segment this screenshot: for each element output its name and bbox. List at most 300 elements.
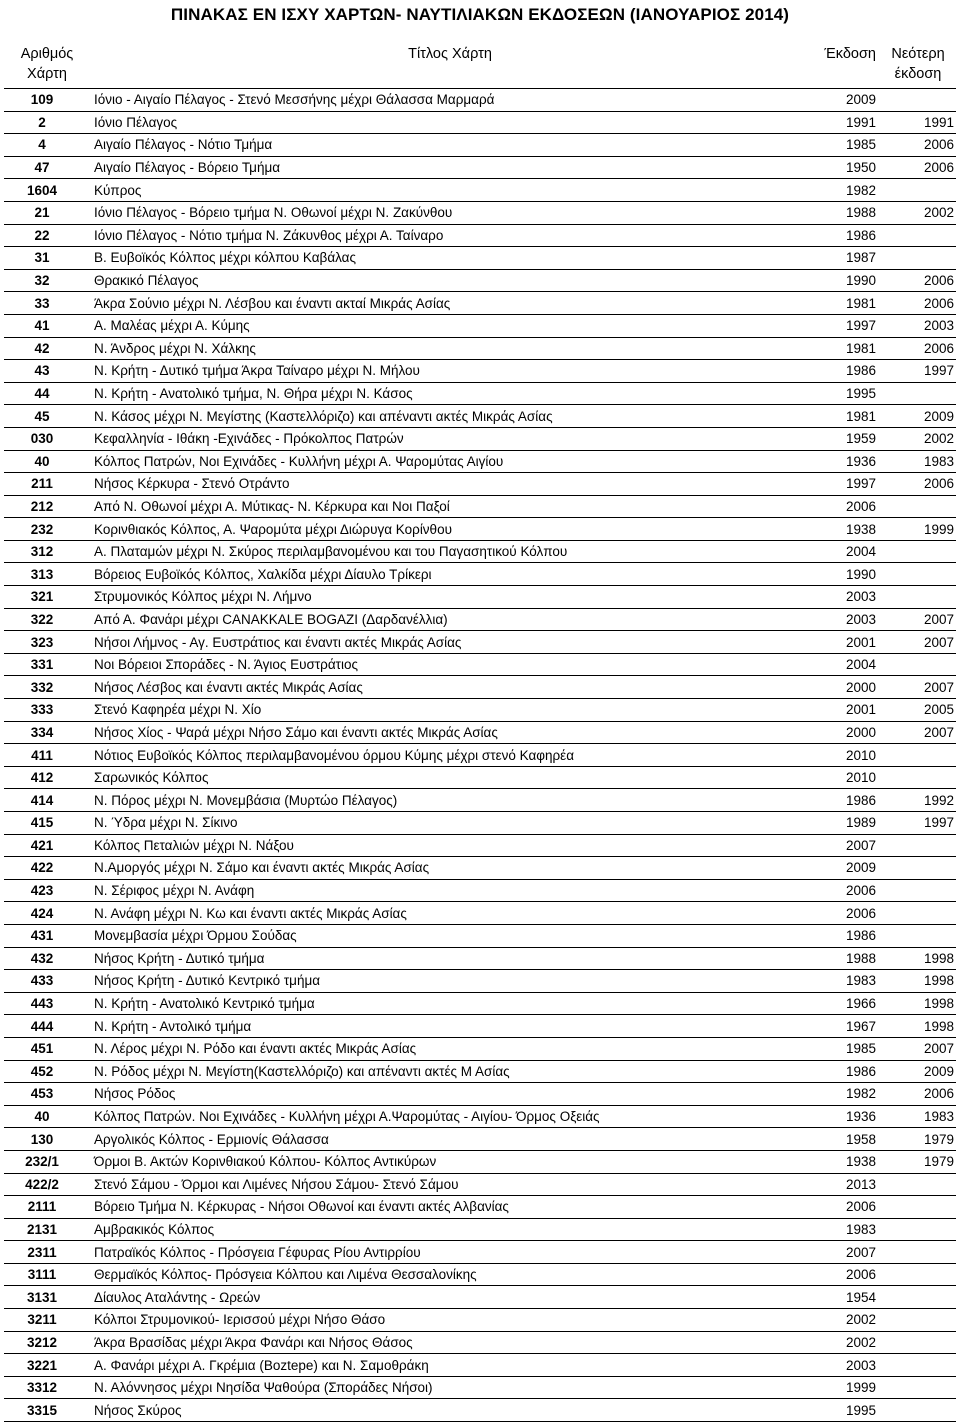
chart-title-cell: Α. Φανάρι μέχρι Α. Γκρέμια (Boztepe) και Ν. Σαμοθράκη (90, 1354, 810, 1377)
table-row (4, 766, 956, 789)
table-row (4, 1309, 956, 1332)
chart-title-cell: Ν. Κρήτη - Αντολικό τμήμα (90, 1015, 810, 1038)
chart-title-cell: Θρακικό Πέλαγος (90, 269, 810, 292)
chart-title-cell: Νήσος Ρόδος (90, 1083, 810, 1106)
chart-number-cell: 1604 (4, 179, 90, 202)
edition-cell: 2003 (810, 608, 880, 631)
table-row (4, 495, 956, 518)
chart-title-cell: Κόλποι Στρυμονικού- Ιερισσού μέχρι Νήσο Θάσο (90, 1309, 810, 1332)
edition-cell: 1986 (810, 924, 880, 947)
table-row (4, 947, 956, 970)
chart-title-cell: Σαρωνικός Κόλπος (90, 766, 810, 789)
newer-edition-cell: 1997 (880, 360, 956, 383)
header-chart-title: Τίτλος Χάρτη (90, 44, 810, 89)
newer-edition-cell: 2002 (880, 201, 956, 224)
newer-edition-cell: 2006 (880, 337, 956, 360)
chart-number-cell: 232 (4, 518, 90, 541)
edition-cell: 1938 (810, 518, 880, 541)
table-row (4, 1128, 956, 1151)
chart-number-cell: 22 (4, 224, 90, 247)
chart-number-cell: 312 (4, 540, 90, 563)
edition-cell: 1986 (810, 224, 880, 247)
newer-edition-cell: 1999 (880, 518, 956, 541)
chart-number-cell: 3212 (4, 1331, 90, 1354)
newer-edition-cell: 1979 (880, 1128, 956, 1151)
newer-edition-cell: 1998 (880, 970, 956, 993)
edition-cell: 2000 (810, 676, 880, 699)
header-row (4, 44, 956, 89)
chart-number-cell: 331 (4, 653, 90, 676)
chart-title-cell: Κόλπος Πεταλιών μέχρι Ν. Νάξου (90, 834, 810, 857)
newer-edition-cell (880, 247, 956, 270)
newer-edition-cell: 2009 (880, 405, 956, 428)
chart-title-cell: Β. Ευβοϊκός Κόλπος μέχρι κόλπου Καβάλας (90, 247, 810, 270)
chart-number-cell: 424 (4, 902, 90, 925)
newer-edition-cell (880, 382, 956, 405)
chart-title-cell: Αιγαίο Πέλαγος - Βόρειο Τμήμα (90, 156, 810, 179)
edition-cell: 1954 (810, 1286, 880, 1309)
table-row (4, 1331, 956, 1354)
newer-edition-cell (880, 1309, 956, 1332)
edition-cell: 2006 (810, 495, 880, 518)
edition-cell: 1966 (810, 992, 880, 1015)
edition-cell: 1985 (810, 134, 880, 157)
edition-cell: 1981 (810, 405, 880, 428)
chart-title-cell: Νήσοι Λήμνος - Αγ. Ευστράτιος και έναντι ακτές Μικράς Ασίας (90, 631, 810, 654)
edition-cell: 1981 (810, 292, 880, 315)
chart-number-cell: 3111 (4, 1263, 90, 1286)
chart-number-cell: 4 (4, 134, 90, 157)
chart-number-cell: 43 (4, 360, 90, 383)
edition-cell: 1987 (810, 247, 880, 270)
table-row (4, 1060, 956, 1083)
newer-edition-cell: 2007 (880, 631, 956, 654)
newer-edition-cell: 2006 (880, 1083, 956, 1106)
chart-title-cell: Ν. Κρήτη - Δυτικό τμήμα Άκρα Ταίναρο μέχρι Ν. Μήλου (90, 360, 810, 383)
newer-edition-cell: 1998 (880, 992, 956, 1015)
chart-number-cell: 432 (4, 947, 90, 970)
edition-cell: 1997 (810, 314, 880, 337)
document-title: ΠΙΝΑΚΑΣ ΕΝ ΙΣΧΥ ΧΑΡΤΩΝ- ΝΑΥΤΙΛΙΑΚΩΝ ΕΚΔΟΣΕΩΝ (ΙΑΝΟΥΑΡΙΟΣ 2014) (170, 5, 790, 24)
table-row (4, 201, 956, 224)
edition-cell: 1983 (810, 1218, 880, 1241)
newer-edition-cell (880, 1263, 956, 1286)
newer-edition-cell (880, 1218, 956, 1241)
table-row (4, 450, 956, 473)
newer-edition-cell (880, 1399, 956, 1422)
chart-number-cell: 2311 (4, 1241, 90, 1264)
table-row (4, 1399, 956, 1422)
chart-number-cell: 211 (4, 473, 90, 496)
table-row (4, 699, 956, 722)
table-header (4, 44, 956, 89)
chart-title-cell: Ιόνιο - Αιγαίο Πέλαγος - Στενό Μεσσήνης μέχρι Θάλασσα Μαρμαρά (90, 89, 810, 112)
table-row (4, 111, 956, 134)
newer-edition-cell: 2006 (880, 156, 956, 179)
edition-cell: 1936 (810, 450, 880, 473)
edition-cell: 2004 (810, 540, 880, 563)
chart-number-cell: 322 (4, 608, 90, 631)
chart-number-cell: 453 (4, 1083, 90, 1106)
chart-number-cell: 31 (4, 247, 90, 270)
chart-title-cell: Άκρα Βρασίδας μέχρι Άκρα Φανάρι και Νήσος Θάσος (90, 1331, 810, 1354)
table-row (4, 1376, 956, 1399)
edition-cell: 1982 (810, 179, 880, 202)
edition-cell: 1982 (810, 1083, 880, 1106)
edition-cell: 1967 (810, 1015, 880, 1038)
chart-title-cell: Νήσος Χίος - Ψαρά μέχρι Νήσο Σάμο και έναντι ακτές Μικράς Ασίας (90, 721, 810, 744)
newer-edition-cell: 2003 (880, 314, 956, 337)
header-chart-number: Αριθμός Χάρτη (4, 44, 90, 89)
newer-edition-cell (880, 89, 956, 112)
edition-cell: 1936 (810, 1105, 880, 1128)
chart-number-cell: 40 (4, 450, 90, 473)
chart-title-cell: Νήσος Κρήτη - Δυτικό Κεντρικό τμήμα (90, 970, 810, 993)
chart-number-cell: 451 (4, 1037, 90, 1060)
edition-cell: 2009 (810, 857, 880, 880)
table-row (4, 156, 956, 179)
newer-edition-cell: 2005 (880, 699, 956, 722)
chart-number-cell: 415 (4, 812, 90, 835)
chart-title-cell: Νήσος Σκύρος (90, 1399, 810, 1422)
table-row (4, 1150, 956, 1173)
chart-number-cell: 421 (4, 834, 90, 857)
edition-cell: 1988 (810, 201, 880, 224)
chart-number-cell: 443 (4, 992, 90, 1015)
chart-title-cell: Νοι Βόρειοι Σποράδες - Ν. Άγιος Ευστράτιος (90, 653, 810, 676)
chart-title-cell: Α. Μαλέας μέχρι Α. Κύμης (90, 314, 810, 337)
chart-number-cell: 3312 (4, 1376, 90, 1399)
table-row (4, 427, 956, 450)
table-row (4, 473, 956, 496)
newer-edition-cell (880, 766, 956, 789)
table-row (4, 1083, 956, 1106)
chart-title-cell: Νήσος Λέσβος και έναντι ακτές Μικράς Ασίας (90, 676, 810, 699)
chart-title-cell: Πατραϊκός Κόλπος - Πρόσγεια Γέφυρας Ρίου Αντιρρίου (90, 1241, 810, 1264)
chart-title-cell: Θερμαϊκός Κόλπος- Πρόσγεια Κόλπου και Λιμένα Θεσσαλονίκης (90, 1263, 810, 1286)
newer-edition-cell (880, 586, 956, 609)
newer-edition-cell (880, 744, 956, 767)
edition-cell: 2007 (810, 834, 880, 857)
chart-number-cell: 422/2 (4, 1173, 90, 1196)
newer-edition-cell: 1983 (880, 450, 956, 473)
table-row (4, 1015, 956, 1038)
chart-title-cell: Ν. Ύδρα μέχρι Ν. Σίκινο (90, 812, 810, 835)
chart-number-cell: 109 (4, 89, 90, 112)
edition-cell: 1995 (810, 382, 880, 405)
edition-cell: 1983 (810, 970, 880, 993)
newer-edition-cell: 2009 (880, 1060, 956, 1083)
newer-edition-cell (880, 224, 956, 247)
table-row (4, 744, 956, 767)
table-row (4, 563, 956, 586)
chart-number-cell: 2131 (4, 1218, 90, 1241)
table-row (4, 586, 956, 609)
newer-edition-cell (880, 653, 956, 676)
chart-number-cell: 030 (4, 427, 90, 450)
newer-edition-cell: 2007 (880, 608, 956, 631)
chart-title-cell: Ιόνιο Πέλαγος - Νότιο τμήμα Ν. Ζάκυνθος μέχρι Α. Ταίναρο (90, 224, 810, 247)
newer-edition-cell: 2006 (880, 473, 956, 496)
table-row (4, 608, 956, 631)
chart-title-cell: Στενό Σάμου - Όρμοι και Λιμένες Νήσου Σάμου- Στενό Σάμου (90, 1173, 810, 1196)
table-row (4, 292, 956, 315)
chart-title-cell: Ν. Κρήτη - Ανατολικό τμήμα, Ν. Θήρα μέχρι Ν. Κάσος (90, 382, 810, 405)
newer-edition-cell: 2007 (880, 676, 956, 699)
newer-edition-cell (880, 495, 956, 518)
chart-number-cell: 412 (4, 766, 90, 789)
chart-title-cell: Κορινθιακός Κόλπος, Α. Ψαρομύτα μέχρι Διώρυγα Κορίνθου (90, 518, 810, 541)
chart-title-cell: Άκρα Σούνιο μέχρι Ν. Λέσβου και έναντι ακταί Μικράς Ασίας (90, 292, 810, 315)
newer-edition-cell: 2006 (880, 292, 956, 315)
chart-title-cell: Ν. Λέρος μέχρι Ν. Ρόδο και έναντι ακτές Μικράς Ασίας (90, 1037, 810, 1060)
chart-title-cell: Από Α. Φανάρι μέχρι CANAKKALE BOGAZI (Δαρδανέλλια) (90, 608, 810, 631)
chart-title-cell: Ν.Αμοργός μέχρι Ν. Σάμο και έναντι ακτές Μικράς Ασίας (90, 857, 810, 880)
newer-edition-cell (880, 540, 956, 563)
edition-cell: 2004 (810, 653, 880, 676)
newer-edition-cell (880, 1354, 956, 1377)
newer-edition-cell: 1983 (880, 1105, 956, 1128)
table-row (4, 789, 956, 812)
chart-number-cell: 433 (4, 970, 90, 993)
edition-cell: 1990 (810, 269, 880, 292)
chart-title-cell: Ν. Άνδρος μέχρι Ν. Χάλκης (90, 337, 810, 360)
chart-title-cell: Στρυμονικός Κόλπος μέχρι Ν. Λήμνο (90, 586, 810, 609)
edition-cell: 1985 (810, 1037, 880, 1060)
chart-title-cell: Α. Πλαταμών μέχρι Ν. Σκύρος περιλαμβανομένου και του Παγασητικού Κόλπου (90, 540, 810, 563)
chart-title-cell: Ν. Κάσος μέχρι Ν. Μεγίστης (Καστελλόριζο) και απέναντι ακτές Μικράς Ασίας (90, 405, 810, 428)
header-edition: Έκδοση (810, 44, 880, 89)
edition-cell: 2002 (810, 1309, 880, 1332)
table-row (4, 970, 956, 993)
newer-edition-cell (880, 1173, 956, 1196)
table-row (4, 834, 956, 857)
chart-title-cell: Στενό Καφηρέα μέχρι Ν. Χίο (90, 699, 810, 722)
edition-cell: 1986 (810, 789, 880, 812)
chart-number-cell: 411 (4, 744, 90, 767)
table-row (4, 992, 956, 1015)
newer-edition-cell: 1991 (880, 111, 956, 134)
chart-title-cell: Κόλπος Πατρών. Νοι Εχινάδες - Κυλλήνη μέχρι Α.Ψαρομύτας - Αιγίου- Όρμος Οξειάς (90, 1105, 810, 1128)
chart-title-cell: Ν. Σέριφος μέχρι Ν. Ανάφη (90, 879, 810, 902)
table-row (4, 269, 956, 292)
edition-cell: 1981 (810, 337, 880, 360)
table-row (4, 247, 956, 270)
chart-title-cell: Κεφαλληνία - Ιθάκη -Εχινάδες - Πρόκολπος Πατρών (90, 427, 810, 450)
chart-title-cell: Ν. Πόρος μέχρι Ν. Μονεμβάσια (Μυρτώο Πέλαγος) (90, 789, 810, 812)
edition-cell: 1990 (810, 563, 880, 586)
chart-number-cell: 3211 (4, 1309, 90, 1332)
edition-cell: 2001 (810, 699, 880, 722)
chart-number-cell: 212 (4, 495, 90, 518)
edition-cell: 1959 (810, 427, 880, 450)
chart-number-cell: 332 (4, 676, 90, 699)
newer-edition-cell (880, 1376, 956, 1399)
edition-cell: 2010 (810, 766, 880, 789)
chart-number-cell: 41 (4, 314, 90, 337)
newer-edition-cell (880, 857, 956, 880)
edition-cell: 2009 (810, 89, 880, 112)
newer-edition-cell (880, 179, 956, 202)
chart-number-cell: 232/1 (4, 1150, 90, 1173)
chart-number-cell: 452 (4, 1060, 90, 1083)
chart-title-cell: Αιγαίο Πέλαγος - Νότιο Τμήμα (90, 134, 810, 157)
chart-number-cell: 323 (4, 631, 90, 654)
edition-cell: 2001 (810, 631, 880, 654)
table-row (4, 1196, 956, 1219)
table-body (4, 89, 956, 1422)
table-row (4, 857, 956, 880)
newer-edition-cell (880, 834, 956, 857)
chart-title-cell: Αμβρακικός Κόλπος (90, 1218, 810, 1241)
newer-edition-cell (880, 924, 956, 947)
chart-title-cell: Αργολικός Κόλπος - Ερμιονίς Θάλασσα (90, 1128, 810, 1151)
edition-cell: 2006 (810, 879, 880, 902)
table-row (4, 721, 956, 744)
chart-number-cell: 334 (4, 721, 90, 744)
newer-edition-cell: 2006 (880, 134, 956, 157)
chart-number-cell: 2 (4, 111, 90, 134)
table-row (4, 89, 956, 112)
table-row (4, 1241, 956, 1264)
table-row (4, 1286, 956, 1309)
chart-title-cell: Μονεμβασία μέχρι Όρμου Σούδας (90, 924, 810, 947)
table-row (4, 924, 956, 947)
newer-edition-cell: 2007 (880, 1037, 956, 1060)
table-row (4, 812, 956, 835)
edition-cell: 2003 (810, 1354, 880, 1377)
newer-edition-cell (880, 1331, 956, 1354)
chart-number-cell: 444 (4, 1015, 90, 1038)
newer-edition-cell: 2007 (880, 721, 956, 744)
edition-cell: 1999 (810, 1376, 880, 1399)
table-row (4, 314, 956, 337)
edition-cell: 1991 (810, 111, 880, 134)
newer-edition-cell: 1998 (880, 947, 956, 970)
chart-number-cell: 321 (4, 586, 90, 609)
chart-number-cell: 42 (4, 337, 90, 360)
table-row (4, 902, 956, 925)
edition-cell: 1986 (810, 1060, 880, 1083)
chart-title-cell: Νήσος Κρήτη - Δυτικό τμήμα (90, 947, 810, 970)
chart-number-cell: 47 (4, 156, 90, 179)
chart-title-cell: Κύπρος (90, 179, 810, 202)
chart-number-cell: 21 (4, 201, 90, 224)
chart-number-cell: 2111 (4, 1196, 90, 1219)
edition-cell: 2006 (810, 1263, 880, 1286)
table-row (4, 1263, 956, 1286)
chart-number-cell: 33 (4, 292, 90, 315)
chart-title-cell: Ν. Ανάφη μέχρι Ν. Κω και έναντι ακτές Μικράς Ασίας (90, 902, 810, 925)
edition-cell: 2006 (810, 1196, 880, 1219)
edition-cell: 1997 (810, 473, 880, 496)
edition-cell: 1958 (810, 1128, 880, 1151)
chart-title-cell: Νότιος Ευβοϊκός Κόλπος περιλαμβανομένου όρμου Κύμης μέχρι στενό Καφηρέα (90, 744, 810, 767)
edition-cell: 2003 (810, 586, 880, 609)
newer-edition-cell (880, 1196, 956, 1219)
edition-cell: 2006 (810, 902, 880, 925)
edition-cell: 2010 (810, 744, 880, 767)
table-row (4, 134, 956, 157)
chart-number-cell: 45 (4, 405, 90, 428)
chart-number-cell: 32 (4, 269, 90, 292)
table-row (4, 518, 956, 541)
chart-number-cell: 130 (4, 1128, 90, 1151)
chart-title-cell: Κόλπος Πατρών, Νοι Εχινάδες - Κυλλήνη μέχρι Α. Ψαρομύτας Αιγίου (90, 450, 810, 473)
chart-title-cell: Ν. Αλόννησος μέχρι Νησίδα Ψαθούρα (Σποράδες Νήσοι) (90, 1376, 810, 1399)
newer-edition-cell (880, 563, 956, 586)
chart-title-cell: Βόρειο Τμήμα Ν. Κέρκυρας - Νήσοι Οθωνοί και έναντι ακτές Αλβανίας (90, 1196, 810, 1219)
newer-edition-cell (880, 1286, 956, 1309)
chart-number-cell: 422 (4, 857, 90, 880)
table-row (4, 1173, 956, 1196)
chart-title-cell: Ν. Κρήτη - Ανατολικό Κεντρικό τμήμα (90, 992, 810, 1015)
edition-cell: 1988 (810, 947, 880, 970)
table-row (4, 1105, 956, 1128)
table-row (4, 540, 956, 563)
header-newer-edition: Νεότερη έκδοση (880, 44, 956, 89)
newer-edition-cell: 2002 (880, 427, 956, 450)
chart-title-cell: Ν. Ρόδος μέχρι Ν. Μεγίστη(Καστελλόριζο) και απέναντι ακτές Μ Ασίας (90, 1060, 810, 1083)
chart-number-cell: 40 (4, 1105, 90, 1128)
edition-cell: 1986 (810, 360, 880, 383)
chart-number-cell: 414 (4, 789, 90, 812)
charts-table (4, 44, 956, 1422)
table-row (4, 879, 956, 902)
chart-number-cell: 44 (4, 382, 90, 405)
chart-number-cell: 423 (4, 879, 90, 902)
table-row (4, 631, 956, 654)
chart-number-cell: 3131 (4, 1286, 90, 1309)
table-row (4, 676, 956, 699)
edition-cell: 2000 (810, 721, 880, 744)
chart-title-cell: Δίαυλος Αταλάντης - Ωρεών (90, 1286, 810, 1309)
edition-cell: 1995 (810, 1399, 880, 1422)
chart-title-cell: Ιόνιο Πέλαγος (90, 111, 810, 134)
edition-cell: 2007 (810, 1241, 880, 1264)
chart-title-cell: Όρμοι Β. Ακτών Κορινθιακού Κόλπου- Κόλπος Αντικύρων (90, 1150, 810, 1173)
chart-number-cell: 3315 (4, 1399, 90, 1422)
newer-edition-cell: 1992 (880, 789, 956, 812)
edition-cell: 1989 (810, 812, 880, 835)
newer-edition-cell: 2006 (880, 269, 956, 292)
chart-number-cell: 3221 (4, 1354, 90, 1377)
newer-edition-cell (880, 902, 956, 925)
table-row (4, 337, 956, 360)
table-row (4, 1354, 956, 1377)
chart-title-cell: Νήσος Κέρκυρα - Στενό Οτράντο (90, 473, 810, 496)
edition-cell: 1950 (810, 156, 880, 179)
table-row (4, 179, 956, 202)
chart-title-cell: Ιόνιο Πέλαγος - Βόρειο τμήμα Ν. Οθωνοί μέχρι Ν. Ζακύνθου (90, 201, 810, 224)
table-row (4, 360, 956, 383)
chart-number-cell: 313 (4, 563, 90, 586)
newer-edition-cell: 1979 (880, 1150, 956, 1173)
table-row (4, 653, 956, 676)
chart-number-cell: 431 (4, 924, 90, 947)
newer-edition-cell (880, 879, 956, 902)
edition-cell: 2002 (810, 1331, 880, 1354)
table-row (4, 224, 956, 247)
table-row (4, 1037, 956, 1060)
newer-edition-cell: 1997 (880, 812, 956, 835)
chart-title-cell: Από Ν. Οθωνοί μέχρι Α. Μύτικας- Ν. Κέρκυρα και Νοι Παξοί (90, 495, 810, 518)
edition-cell: 1938 (810, 1150, 880, 1173)
edition-cell: 2013 (810, 1173, 880, 1196)
newer-edition-cell (880, 1241, 956, 1264)
table-row (4, 405, 956, 428)
table-row (4, 382, 956, 405)
